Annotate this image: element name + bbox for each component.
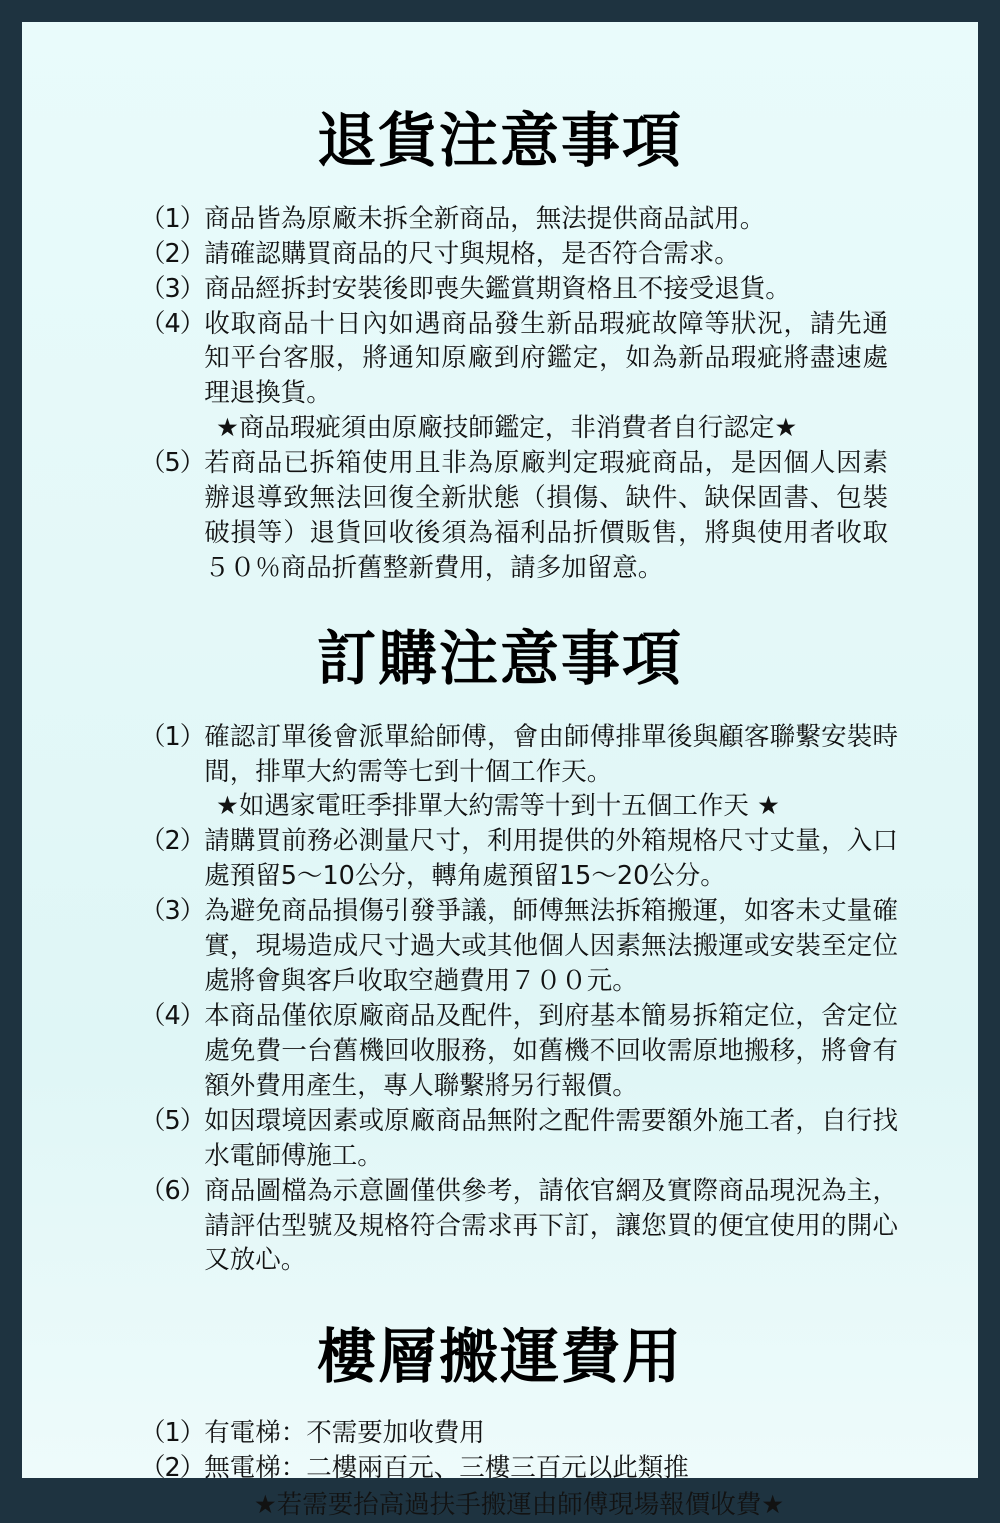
section-title-floor-fee: 樓層搬運費用	[316, 1322, 683, 1392]
returns-note: ★商品瑕疵須由原廠技師鑑定，非消費者自行認定★	[216, 413, 798, 444]
list-text: 商品皆為原廠未拆全新商品，無法提供商品試用。	[204, 203, 766, 234]
list-item	[140, 237, 888, 272]
section-title-returns: 退貨注意事項	[316, 106, 683, 175]
list-item	[140, 446, 888, 586]
list-marker: （4）	[140, 1001, 205, 1032]
section-floor-fee	[22, 1278, 978, 1523]
section-title-orders: 訂購注意事項	[316, 623, 683, 693]
list-marker: （2）	[140, 826, 205, 857]
list-text: 如因環境因素或原廠商品無附之配件需要額外施工者，自行找水電師傅施工。	[204, 1105, 898, 1171]
list-text: 若商品已拆箱使用且非為原廠判定瑕疵商品，是因個人因素辦退導致無法回復全新狀態（損傷、缺件、缺保固書、包裝破損等）退貨回收後須為福利品折價販售，將與使用者收取５０％商品折舊整新費用，請多加留意。	[204, 448, 888, 583]
floor-fee-note: ★若需要抬高過扶手搬運由師傅現場報價收費★	[253, 1489, 785, 1520]
list-marker: （4）	[140, 308, 205, 339]
list-marker: （1）	[140, 203, 205, 234]
list-text: 請確認購買商品的尺寸與規格，是否符合需求。	[204, 238, 740, 269]
list-text: 為避免商品損傷引發爭議，師傅無法拆箱搬運，如客未丈量確實，現場造成尺寸過大或其他個人因素無法搬運或安裝至定位處將會與客戶收取空趟費用７００元。	[204, 896, 898, 997]
list-text: 商品經拆封安裝後即喪失鑑賞期資格且不接受退貨。	[204, 273, 791, 304]
list-item	[140, 894, 898, 999]
orders-list	[22, 720, 978, 1279]
list-item	[140, 1174, 898, 1279]
list-marker: （6）	[140, 1175, 205, 1206]
floor-fee-list	[22, 1416, 978, 1523]
list-item	[140, 1416, 898, 1451]
list-marker: （1）	[140, 1418, 205, 1449]
list-item	[140, 999, 898, 1104]
section-orders	[22, 586, 978, 1279]
list-item	[140, 824, 898, 894]
list-marker: （3）	[140, 273, 205, 304]
list-text: 無電梯：二樓兩百元、三樓三百元以此類推	[204, 1453, 689, 1484]
list-marker: （3）	[140, 896, 205, 927]
list-item	[140, 720, 898, 790]
list-text: 收取商品十日內如遇商品發生新品瑕疵故障等狀況，請先通知平台客服，將通知原廠到府鑑定，如為新品瑕疵將盡速處理退換貨。	[204, 308, 888, 409]
list-text: 有電梯：不需要加收費用	[204, 1418, 485, 1449]
list-text: 確認訂單後會派單給師傅，會由師傅排單後與顧客聯繫安裝時間，排單大約需等七到十個工作天。	[204, 721, 898, 787]
list-marker: （1）	[140, 721, 205, 752]
list-item	[140, 272, 888, 307]
list-marker: （2）	[140, 238, 205, 269]
list-item	[140, 202, 888, 237]
orders-note: ★如遇家電旺季排單大約需等十到十五個工作天 ★	[216, 791, 780, 822]
list-item	[140, 1451, 898, 1486]
returns-list	[22, 202, 978, 586]
list-item	[140, 307, 888, 412]
list-text: 請購買前務必測量尺寸，利用提供的外箱規格尺寸丈量，入口處預留5～10公分，轉角處預留15～20公分。	[204, 826, 898, 892]
list-text: 商品圖檔為示意圖僅供參考，請依官網及實際商品現況為主，請評估型號及規格符合需求再下訂，讓您買的便宜使用的開心又放心。	[204, 1175, 898, 1276]
document-page	[22, 22, 978, 1520]
list-marker: （5）	[140, 1105, 205, 1136]
list-marker: （5）	[140, 448, 205, 479]
list-marker: （2）	[140, 1453, 205, 1484]
list-text: 本商品僅依原廠商品及配件，到府基本簡易拆箱定位，舍定位處免費一台舊機回收服務，如舊機不回收需原地搬移，將會有額外費用產生，專人聯繫將另行報價。	[204, 1001, 898, 1101]
list-item	[140, 1104, 898, 1174]
section-returns	[22, 22, 978, 586]
